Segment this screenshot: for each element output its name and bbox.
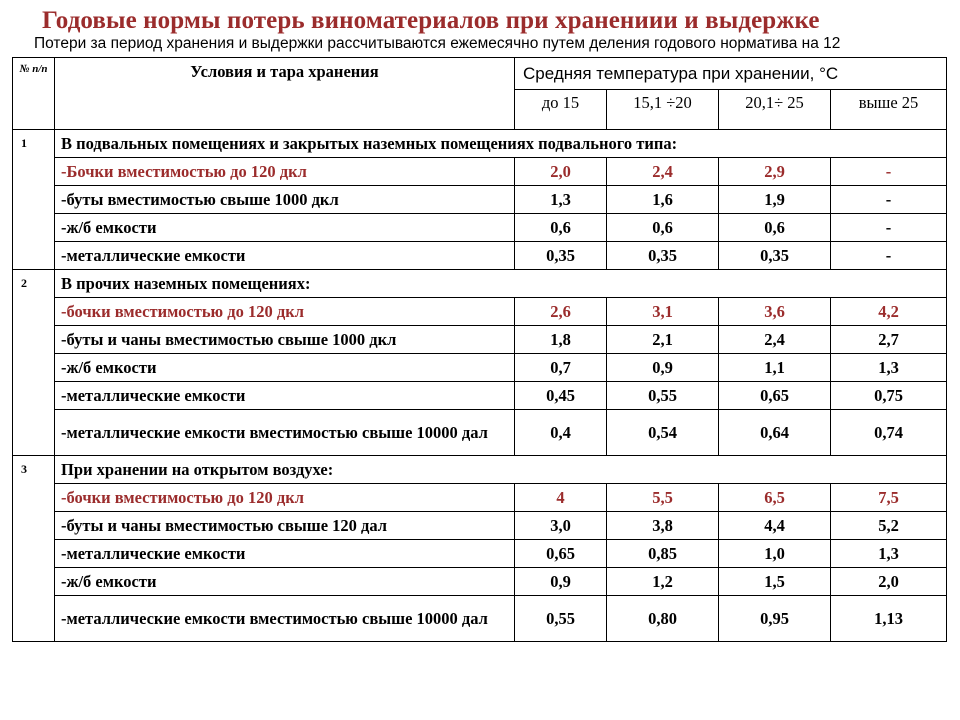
- loss-value: 1,3: [515, 186, 607, 214]
- section-row: [13, 456, 947, 484]
- loss-value: 0,85: [607, 540, 719, 568]
- loss-value: 0,95: [719, 596, 831, 642]
- loss-value: 0,6: [607, 214, 719, 242]
- row-label: -бочки вместимостью до 120 дкл: [55, 484, 515, 512]
- loss-value: 0,9: [607, 354, 719, 382]
- loss-value: 0,65: [515, 540, 607, 568]
- row-label: -металлические емкости вместимостью свыше 10000 дал: [55, 596, 515, 642]
- loss-value: 1,0: [719, 540, 831, 568]
- loss-value: 3,1: [607, 298, 719, 326]
- loss-value: 0,65: [719, 382, 831, 410]
- row-label: -бочки вместимостью до 120 дкл: [55, 298, 515, 326]
- table-row: [13, 354, 947, 382]
- loss-value: 5,2: [831, 512, 947, 540]
- loss-value: 2,4: [719, 326, 831, 354]
- loss-value: 2,4: [607, 158, 719, 186]
- loss-value: -: [831, 186, 947, 214]
- loss-value: 1,9: [719, 186, 831, 214]
- loss-value: 0,55: [607, 382, 719, 410]
- loss-value: 1,3: [831, 540, 947, 568]
- loss-value: 1,6: [607, 186, 719, 214]
- table-row: [13, 484, 947, 512]
- loss-value: 0,54: [607, 410, 719, 456]
- row-label: -металлические емкости: [55, 540, 515, 568]
- loss-value: 4,2: [831, 298, 947, 326]
- temp-range-1: до 15: [515, 90, 607, 130]
- row-label: -металлические емкости вместимостью свыше 10000 дал: [55, 410, 515, 456]
- col-num-header: № п/п: [13, 58, 55, 130]
- section-title: При хранении на открытом воздухе:: [55, 456, 947, 484]
- loss-value: 0,45: [515, 382, 607, 410]
- page-subtitle: Потери за период хранения и выдержки рассчитываются ежемесячно путем деления годового норматива на 12: [34, 35, 841, 52]
- loss-value: 6,5: [719, 484, 831, 512]
- row-label: -металлические емкости: [55, 242, 515, 270]
- table-row: [13, 410, 947, 456]
- table-row: [13, 214, 947, 242]
- section-row: [13, 270, 947, 298]
- section-number: 3: [13, 456, 55, 642]
- table-row: [13, 512, 947, 540]
- table-row: [13, 298, 947, 326]
- loss-value: 0,55: [515, 596, 607, 642]
- loss-value: 1,1: [719, 354, 831, 382]
- loss-value: 0,6: [719, 214, 831, 242]
- loss-value: 1,5: [719, 568, 831, 596]
- loss-value: 1,8: [515, 326, 607, 354]
- table-row: [13, 596, 947, 642]
- loss-value: 0,6: [515, 214, 607, 242]
- loss-value: 2,1: [607, 326, 719, 354]
- table-row: [13, 326, 947, 354]
- row-label: -буты вместимостью свыше 1000 дкл: [55, 186, 515, 214]
- loss-value: 2,7: [831, 326, 947, 354]
- section-number: 1: [13, 130, 55, 270]
- table-row: [13, 158, 947, 186]
- table-row: [13, 186, 947, 214]
- page-title: Годовые нормы потерь виноматериалов при хранениии и выдержке: [42, 7, 820, 34]
- col-temp-header: Средняя температура при хранении, °С: [515, 58, 947, 90]
- loss-value: 2,0: [515, 158, 607, 186]
- section-title: В подвальных помещениях и закрытых наземных помещениях подвального типа:: [55, 130, 947, 158]
- row-label: -буты и чаны вместимостью свыше 1000 дкл: [55, 326, 515, 354]
- loss-value: 4: [515, 484, 607, 512]
- loss-value: 2,9: [719, 158, 831, 186]
- loss-value: -: [831, 214, 947, 242]
- loss-value: 5,5: [607, 484, 719, 512]
- row-label: -буты и чаны вместимостью свыше 120 дал: [55, 512, 515, 540]
- table-row: [13, 382, 947, 410]
- loss-value: 0,64: [719, 410, 831, 456]
- loss-value: 0,35: [719, 242, 831, 270]
- temp-range-2: 15,1 ÷20: [607, 90, 719, 130]
- loss-value: 0,80: [607, 596, 719, 642]
- loss-value: 1,13: [831, 596, 947, 642]
- col-conditions-header: Условия и тара хранения: [55, 58, 515, 130]
- loss-value: 4,4: [719, 512, 831, 540]
- loss-value: 0,7: [515, 354, 607, 382]
- loss-value: 3,8: [607, 512, 719, 540]
- loss-value: 0,35: [607, 242, 719, 270]
- loss-value: 0,35: [515, 242, 607, 270]
- loss-value: 1,2: [607, 568, 719, 596]
- row-label: -Бочки вместимостью до 120 дкл: [55, 158, 515, 186]
- loss-value: 3,0: [515, 512, 607, 540]
- row-label: -ж/б емкости: [55, 214, 515, 242]
- loss-value: 1,3: [831, 354, 947, 382]
- table-row: [13, 242, 947, 270]
- temp-range-4: выше 25: [831, 90, 947, 130]
- loss-value: 0,75: [831, 382, 947, 410]
- loss-value: 7,5: [831, 484, 947, 512]
- loss-value: 0,4: [515, 410, 607, 456]
- norms-table: [12, 57, 947, 642]
- row-label: -металлические емкости: [55, 382, 515, 410]
- loss-value: 0,9: [515, 568, 607, 596]
- section-number: 2: [13, 270, 55, 456]
- norms-table-body: [13, 58, 947, 642]
- header-row: [13, 58, 947, 90]
- temp-range-3: 20,1÷ 25: [719, 90, 831, 130]
- section-title: В прочих наземных помещениях:: [55, 270, 947, 298]
- loss-value: -: [831, 158, 947, 186]
- section-row: [13, 130, 947, 158]
- table-row: [13, 540, 947, 568]
- loss-value: 2,0: [831, 568, 947, 596]
- loss-value: 0,74: [831, 410, 947, 456]
- loss-value: 2,6: [515, 298, 607, 326]
- row-label: -ж/б емкости: [55, 354, 515, 382]
- table-row: [13, 568, 947, 596]
- loss-value: 3,6: [719, 298, 831, 326]
- loss-value: -: [831, 242, 947, 270]
- row-label: -ж/б емкости: [55, 568, 515, 596]
